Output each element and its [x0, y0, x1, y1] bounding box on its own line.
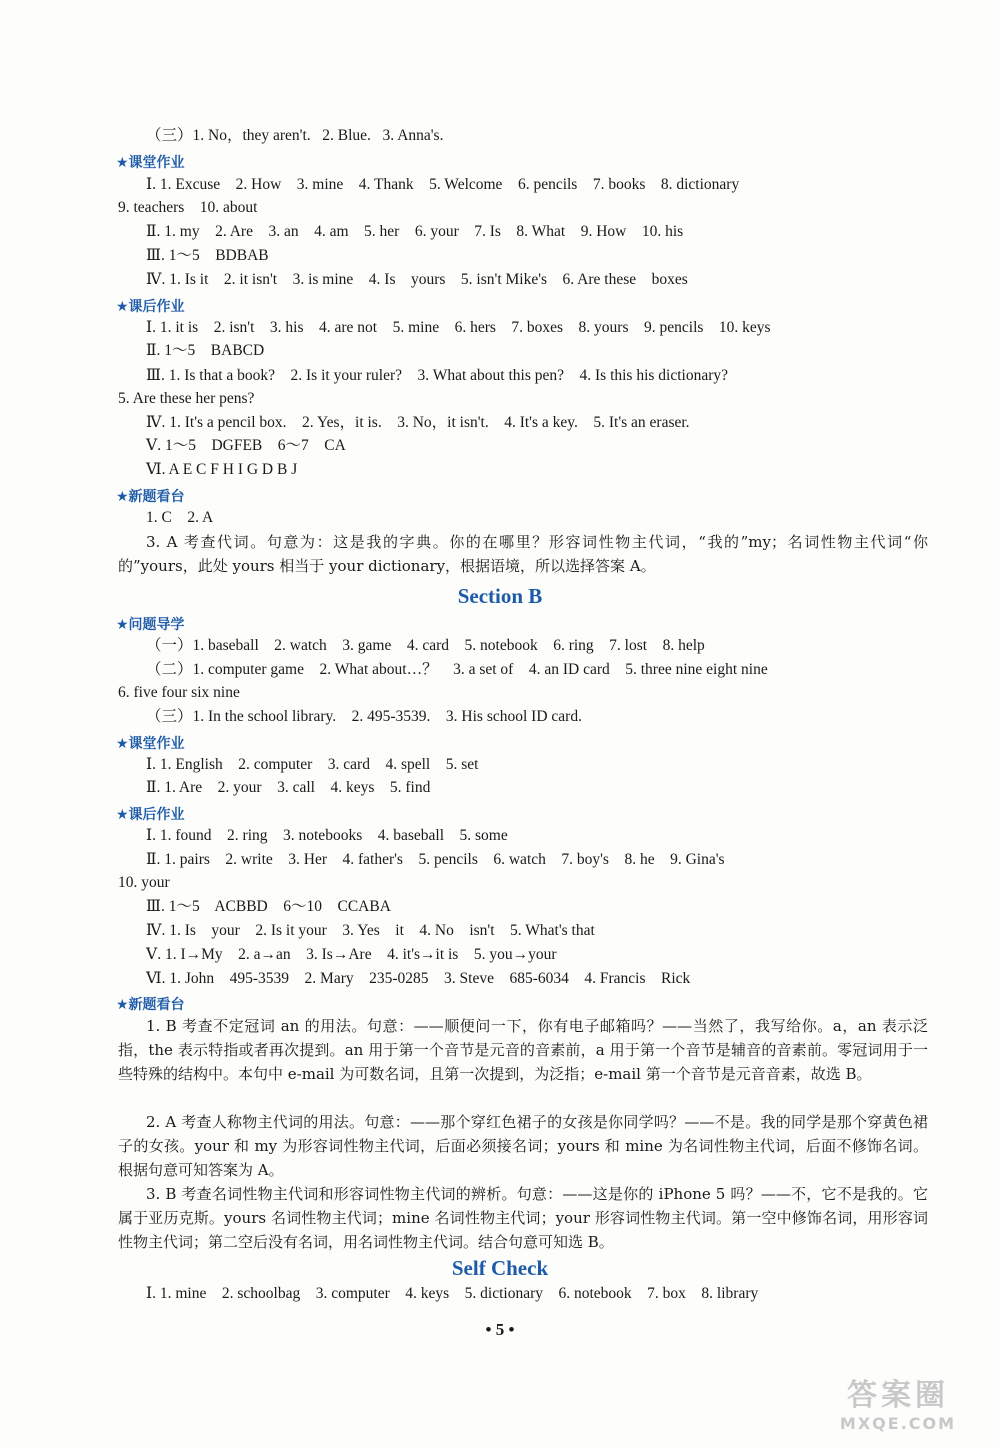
answer-line: （三）1. In the school library. 2. 495-3539. 3. His school ID card.: [146, 708, 582, 725]
explanation-paragraph: 1. B 考查不定冠词 an 的用法。句意：——顺便问一下，你有电子邮箱吗？——当然了，我写给你。a，an 表示泛指，the 表示特指或者再次提到。an 用于第一个音节是元音的音素前，a 用于第一个音节是辅音的音素前。零冠词用于一些特殊的结构中。本句中 e-mail 为可数名词，且第一次提到，为泛指；e-mail 第一个音节是元音音素，故选 B。: [118, 1017, 928, 1083]
watermark: [818, 1370, 978, 1440]
answer-line: Ⅵ. 1. John 495-3539 2. Mary 235-0285 3. Steve 685-6034 4. Francis Rick: [146, 970, 691, 987]
explanation-paragraph: 2. A 考查人称物主代词的用法。句意：——那个穿红色裙子的女孩是你同学吗？——不是。我的同学是那个穿黄色裙子的女孩。your 和 my 为形容词性物主代词，后面必须接名词；yours 和 mine 为名词性物主代词，后面不修饰名词。根据句意可知答案为 A。: [118, 1113, 928, 1179]
answer-line: Ⅱ. 1～5 BABCD: [146, 342, 265, 359]
answer-line: Ⅲ. 1～5 BDBAB: [146, 247, 269, 264]
answer-line: 5. Are these her pens?: [118, 390, 255, 407]
answer-line: Ⅵ. A E C F H I G D B J: [146, 461, 298, 478]
answer-line: Ⅱ. 1. pairs 2. write 3. Her 4. father's 5. pencils 6. watch 7. boy's 8. he 9. Gina's: [146, 851, 725, 868]
section-heading: ★课堂作业: [116, 155, 185, 171]
section-title: Self Check: [451, 1256, 549, 1280]
answer-line: 6. five four six nine: [118, 684, 240, 701]
section-heading: ★课后作业: [116, 299, 185, 315]
answer-line: Ⅲ. 1～5 ACBBD 6～10 CCABA: [146, 898, 391, 915]
explanation-paragraph: 3. A 考查代词。句意为：这是我的字典。你的在哪里？形容词性物主代词，“我的”my；名词性物主代词“你的”yours，此处 yours 相当于 your dictionary，根据语境，所以选择答案 A。: [118, 533, 928, 575]
answer-line: Ⅱ. 1. Are 2. your 3. call 4. keys 5. find: [146, 779, 431, 796]
watermark-url: MXQE.COM: [839, 1414, 957, 1433]
answer-line: Ⅰ. 1. mine 2. schoolbag 3. computer 4. keys 5. dictionary 6. notebook 7. box 8. library: [146, 1285, 759, 1302]
answer-line: Ⅰ. 1. English 2. computer 3. card 4. spell 5. set: [146, 756, 479, 773]
answer-line: Ⅳ. 1. Is it 2. it isn't 3. is mine 4. Is yours 5. isn't Mike's 6. Are these boxes: [146, 271, 688, 288]
answer-line: Ⅰ. 1. it is 2. isn't 3. his 4. are not 5. mine 6. hers 7. boxes 8. yours 9. pencils 10. keys: [146, 319, 771, 336]
answer-line: （二）1. computer game 2. What about…？ 3. a set of 4. an ID card 5. three nine eight nine: [146, 661, 768, 678]
answer-line: 10. your: [118, 874, 170, 891]
section-heading: ★新题看台: [116, 489, 185, 505]
answer-line: Ⅳ. 1. Is your 2. Is it your 3. Yes it 4. No isn't 5. What's that: [146, 922, 595, 939]
section-heading: ★课堂作业: [116, 736, 185, 752]
page-number: • 5 •: [485, 1320, 515, 1339]
answer-line: Ⅰ. 1. Excuse 2. How 3. mine 4. Thank 5. Welcome 6. pencils 7. books 8. dictionary: [146, 176, 740, 193]
explanation-paragraph: 3. B 考查名词性物主代词和形容词性物主代词的辨析。句意：——这是你的 iPhone 5 吗？——不，它不是我的。它属于亚历克斯。yours 名词性物主代词；mine 名词性物主代词；your 形容词性物主代词。第一空中修饰名词，用形容词性物主代词；第二空后没有名词，用名词性物主代词。结合句意可知选 B。: [118, 1185, 928, 1251]
answer-line: Ⅴ. 1. I→My 2. a→an 3. Is→Are 4. it's→it is 5. you→your: [146, 946, 557, 963]
section-heading: ★问题导学: [116, 617, 185, 633]
answer-line: Ⅲ. 1. Is that a book? 2. Is it your ruler? 3. What about this pen? 4. Is this his dictionary?: [146, 367, 729, 384]
section-heading: ★课后作业: [116, 807, 185, 823]
answer-line: Ⅱ. 1. my 2. Are 3. an 4. am 5. her 6. your 7. Is 8. What 9. How 10. his: [146, 223, 684, 240]
answer-line: 9. teachers 10. about: [118, 199, 258, 216]
answer-line: Ⅳ. 1. It's a pencil box. 2. Yes，it is. 3. No，it isn't. 4. It's a key. 5. It's an eraser.: [146, 414, 690, 431]
section-title: Section B: [457, 584, 543, 608]
answer-line: （一）1. baseball 2. watch 3. game 4. card 5. notebook 6. ring 7. lost 8. help: [146, 637, 705, 654]
watermark-title: 答案圈: [847, 1378, 949, 1413]
answer-line: Ⅴ. 1～5 DGFEB 6～7 CA: [146, 437, 346, 454]
answer-line: 1. C 2. A: [146, 509, 214, 526]
section-heading: ★新题看台: [116, 997, 185, 1013]
answer-line: Ⅰ. 1. found 2. ring 3. notebooks 4. baseball 5. some: [146, 827, 508, 844]
answer-line: （三）1. No，they aren't. 2. Blue. 3. Anna's.: [146, 127, 444, 144]
